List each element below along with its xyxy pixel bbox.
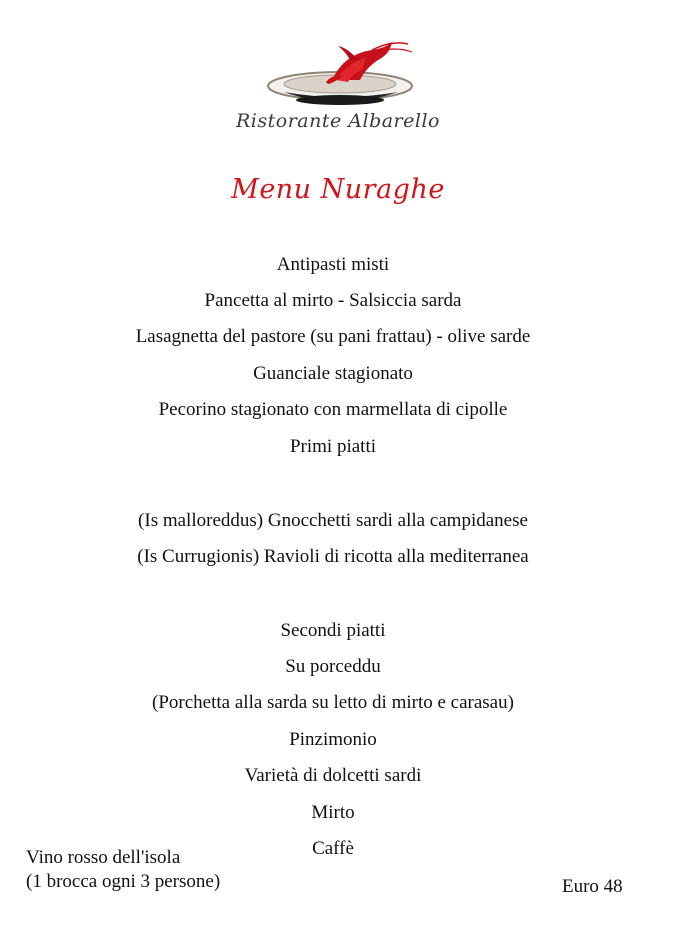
- menu-item: (Is malloreddus) Gnocchetti sardi alla campidanese: [138, 510, 528, 531]
- menu-item: (Porchetta alla sarda su letto di mirto e carasau): [152, 692, 514, 713]
- menu-item: Varietà di dolcetti sardi: [244, 765, 422, 786]
- menu-item: Pecorino stagionato con marmellata di cipolle: [158, 399, 508, 420]
- menu-item: (Is Currugionis) Ravioli di ricotta alla mediterranea: [137, 546, 529, 567]
- menu-item: Mirto: [311, 802, 355, 823]
- lobster-on-plate-icon: [262, 40, 422, 112]
- course-heading-secondi: Secondi piatti: [280, 620, 386, 641]
- wine-note-line2: (1 brocca ogni 3 persone): [26, 871, 221, 892]
- wine-note-line1: Vino rosso dell'isola: [26, 847, 181, 868]
- wine-note: [26, 846, 220, 894]
- menu-item: Guanciale stagionato: [253, 363, 413, 384]
- menu-item: Caffè: [312, 838, 354, 859]
- menu-item: Antipasti misti: [276, 254, 390, 275]
- menu-item: Pancetta al mirto - Salsiccia sarda: [204, 290, 462, 311]
- price: Euro 48: [562, 876, 623, 897]
- menu-item: Su porceddu: [285, 656, 381, 677]
- restaurant-name: Ristorante Albarello: [236, 110, 440, 132]
- course-heading-primi: Primi piatti: [289, 436, 377, 457]
- menu-item: Lasagnetta del pastore (su pani frattau) - olive sarde: [135, 326, 531, 347]
- menu-title: Menu Nuraghe: [231, 174, 445, 205]
- menu-item: Pinzimonio: [289, 729, 377, 750]
